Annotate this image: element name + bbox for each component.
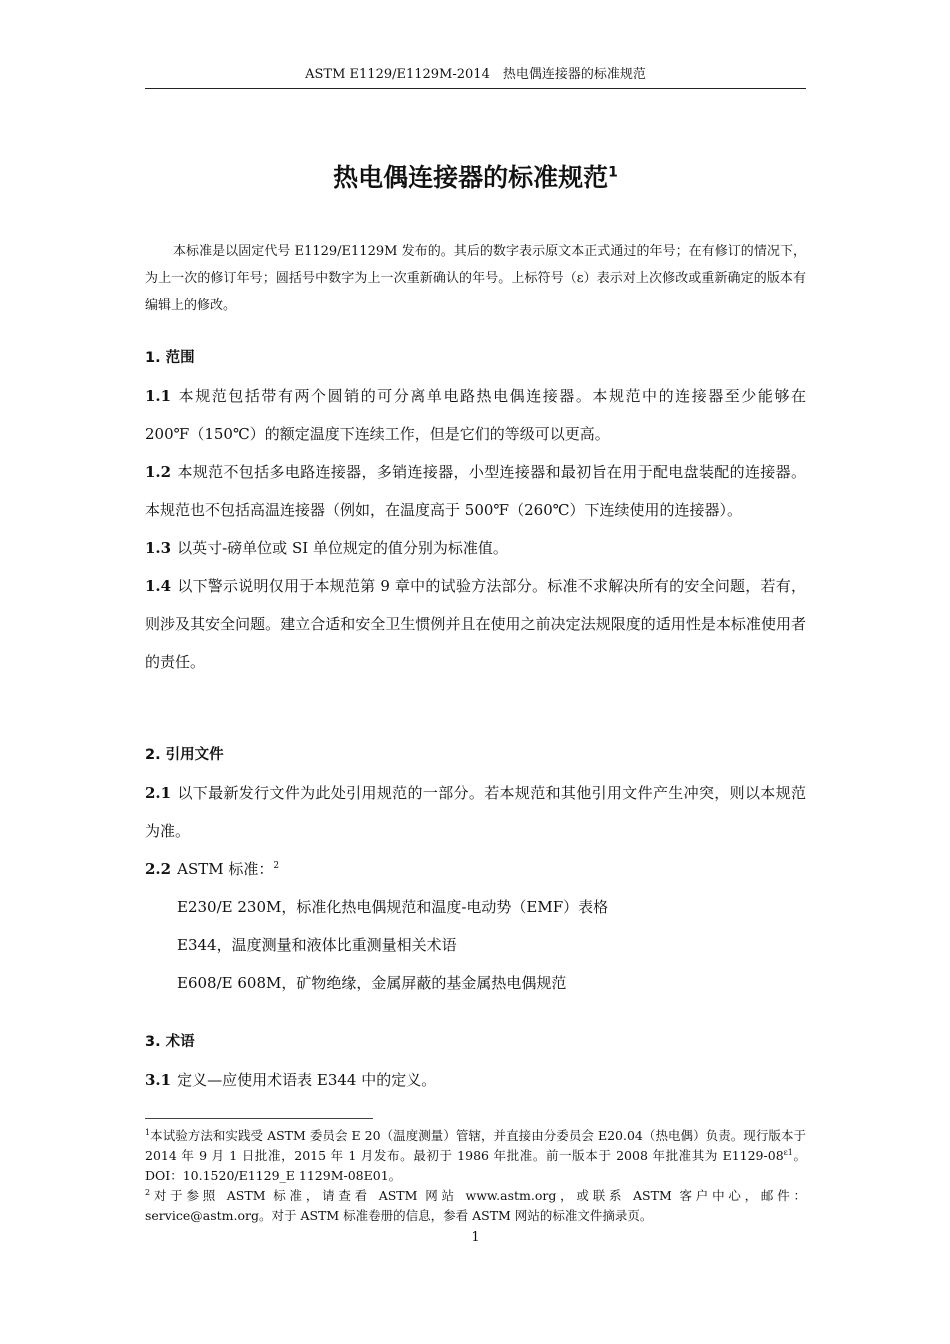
paragraph-3-1 <box>145 1061 806 1099</box>
footnote-mark: 1 <box>145 1127 151 1137</box>
clause-number: 1.1 <box>145 387 172 405</box>
paragraph-2-1 <box>145 774 806 850</box>
footnote-mark: 2 <box>273 861 280 871</box>
paragraph-1-3 <box>145 529 806 567</box>
footnote-text-doi: 。DOI：10.1520/E1129_E 1129M-08E01。 <box>145 1148 806 1183</box>
section-2 <box>145 736 806 1002</box>
footnote-rule <box>145 1118 373 1119</box>
paragraph-1-2 <box>145 453 806 529</box>
section-heading: 2. 引用文件 <box>145 747 224 763</box>
section-1 <box>145 339 806 681</box>
clause-text: 本规范不包括多电路连接器，多销连接器，小型连接器和最初旨在用于配电盘装配的连接器。本规范也不包括高温连接器（例如，在温度高于 500℉（260℃）下连续使用的连接器）。 <box>145 463 806 519</box>
title-footnote-mark: 1 <box>608 164 618 181</box>
page-number: 1 <box>471 1230 480 1245</box>
clause-text: 以下最新发行文件为此处引用规范的一部分。若本规范和其他引用文件产生冲突，则以本规范为准。 <box>145 784 806 840</box>
epsilon-mark: ε1 <box>783 1147 793 1157</box>
footnote-text: 本试验方法和实践受 ASTM 委员会 E 20（温度测量）管辖，并直接由分委员会 E20.04（热电偶）负责。现行版本于 2014 年 9 月 1 日批准，2015 年 1 月发布。最初于 1986 年批准。前一版本于 2008 年批准其为 E1129-08 <box>145 1128 806 1163</box>
footnote-2 <box>145 1186 806 1226</box>
header-rule <box>145 88 806 89</box>
clause-number: 1.2 <box>145 463 172 481</box>
footnote-1 <box>145 1126 806 1186</box>
clause-text: 以英寸-磅单位或 SI 单位规定的值分别为标准值。 <box>177 539 508 557</box>
clause-text: 本规范包括带有两个圆销的可分离单电路热电偶连接器。本规范中的连接器至少能够在200℉（150℃）的额定温度下连续工作，但是它们的等级可以更高。 <box>145 387 806 443</box>
paragraph-1-1 <box>145 377 806 453</box>
clause-text: ASTM 标准： <box>177 860 274 878</box>
clause-text: 定义—应使用术语表 E344 中的定义。 <box>177 1071 437 1089</box>
clause-number: 2.2 <box>145 860 172 878</box>
intro-paragraph: 本标准是以固定代号 E1129/E1129M 发布的。其后的数字表示原文本正式通过的年号；在有修订的情况下，为上一次的修订年号；圆括号中数字为上一次重新确认的年号。上标符号（ε）表示对上次修改或重新确定的版本有编辑上的修改。 <box>145 244 806 313</box>
reference-item: E230/E 230M，标准化热电偶规范和温度-电动势（EMF）表格 <box>177 898 609 916</box>
clause-number: 3.1 <box>145 1071 172 1089</box>
paragraph-2-2 <box>145 850 806 888</box>
footnote-text: 对于参照 ASTM 标准，请查看 ASTM 网站 www.astm.org，或联系 ASTM 客户中心，邮件：service@astm.org。对于 ASTM 标准卷册的信息，参看 ASTM 网站的标准文件摘录页。 <box>145 1188 806 1223</box>
clause-number: 1.4 <box>145 577 172 595</box>
title-text: 热电偶连接器的标准规范 <box>333 163 609 192</box>
running-header: ASTM E1129/E1129M-2014 热电偶连接器的标准规范 <box>305 67 646 82</box>
section-heading: 3. 术语 <box>145 1034 195 1050</box>
reference-item: E344，温度测量和液体比重测量相关术语 <box>177 936 457 954</box>
section-heading: 1. 范围 <box>145 350 195 366</box>
footnotes <box>145 1126 806 1226</box>
document-title <box>145 160 806 196</box>
clause-number: 2.1 <box>145 784 172 802</box>
section-3 <box>145 1023 806 1099</box>
reference-item: E608/E 608M，矿物绝缘，金属屏蔽的基金属热电偶规范 <box>177 974 567 992</box>
clause-text: 以下警示说明仅用于本规范第 9 章中的试验方法部分。标准不求解决所有的安全问题，若有，则涉及其安全问题。建立合适和安全卫生惯例并且在使用之前决定法规限度的适用性是本标准使用者的责任。 <box>145 577 806 671</box>
paragraph-1-4 <box>145 567 806 681</box>
footnote-mark: 2 <box>145 1187 151 1197</box>
clause-number: 1.3 <box>145 539 172 557</box>
